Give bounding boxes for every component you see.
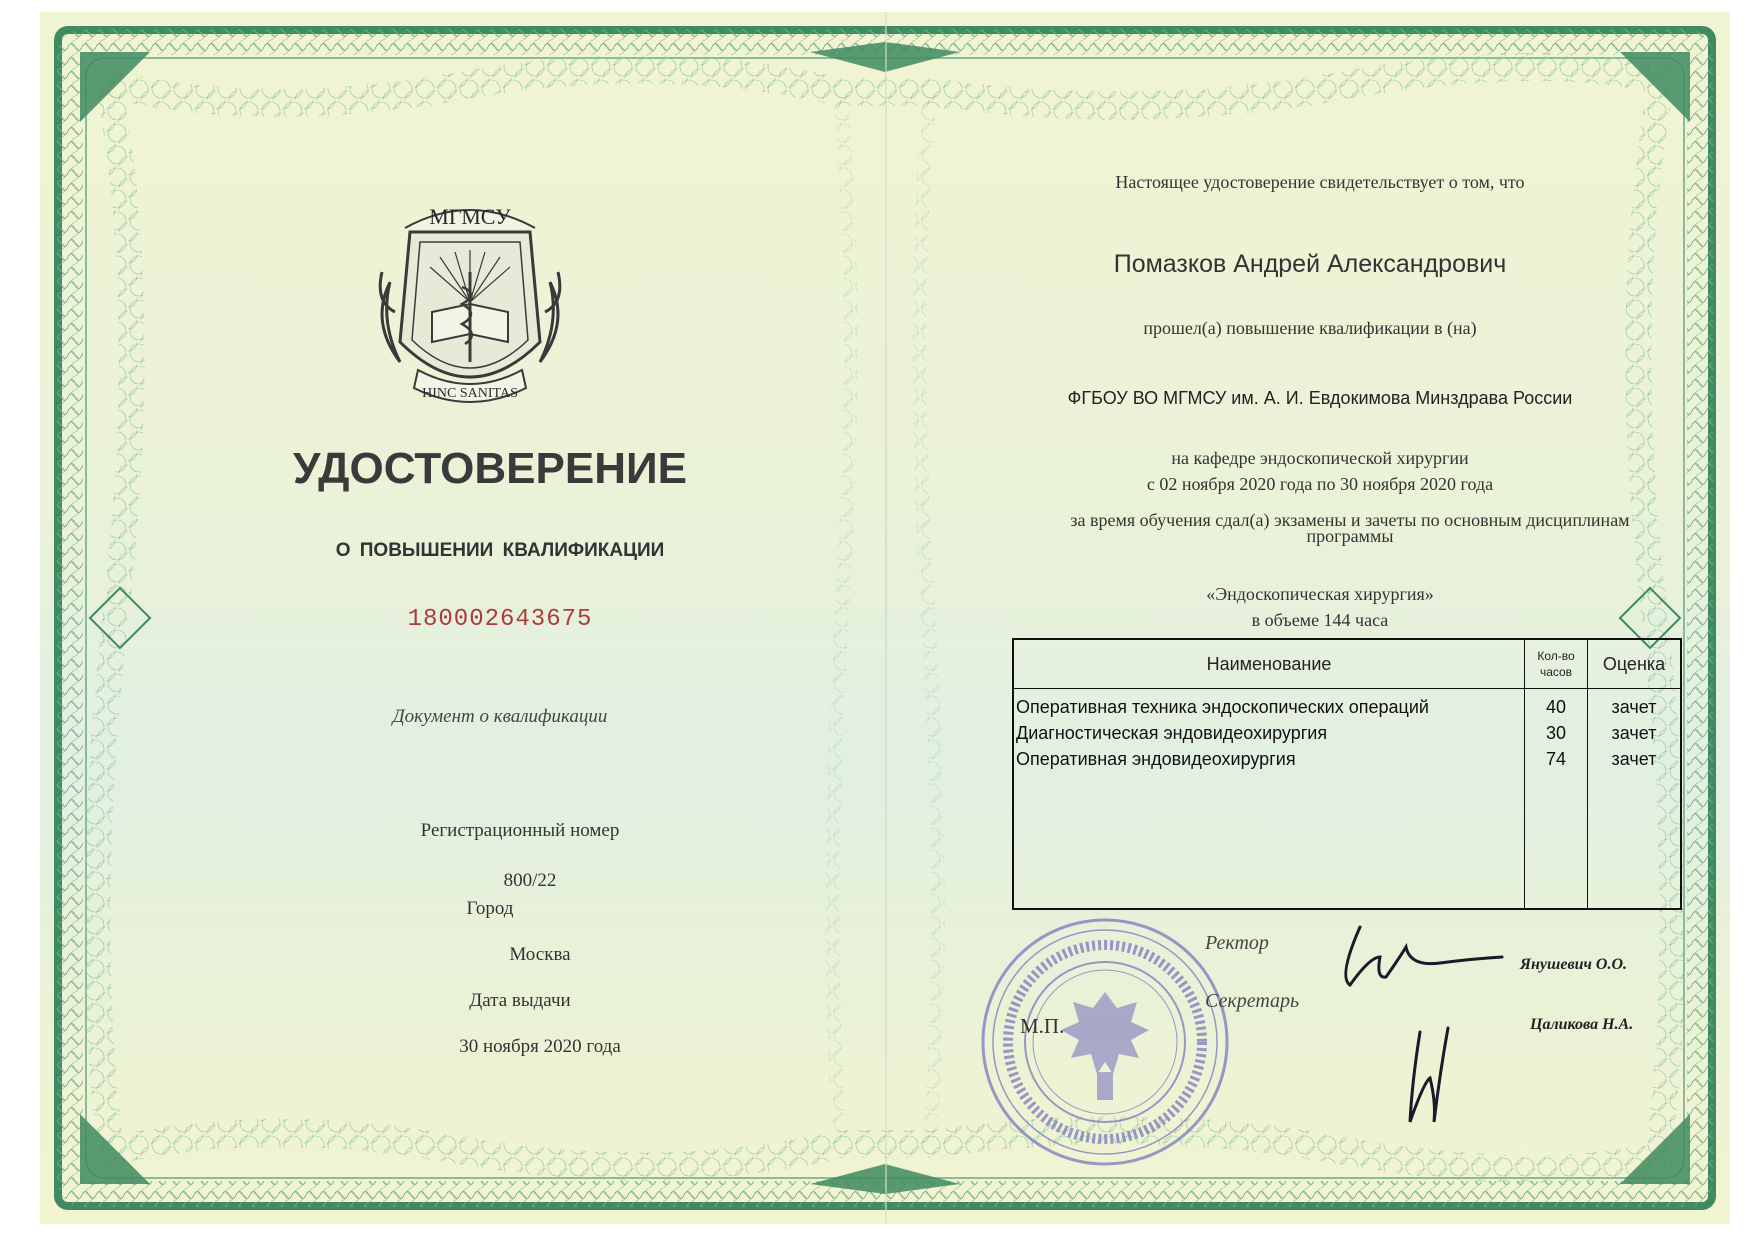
table-row [1013,689,1681,724]
discipline-hours: 74 [1525,749,1588,775]
issue-date-label: Дата выдачи [469,990,571,1011]
serial-number: 180002643675 [407,606,593,633]
table-row [1013,723,1681,749]
disciplines-table [1012,638,1682,910]
discipline-name: Оперативная техника эндоскопических операций [1013,689,1525,724]
program-volume: в объеме 144 часа [1251,610,1389,630]
city: Москва [509,944,571,965]
reg-number: 800/22 [503,870,557,891]
organization: ФГБОУ ВО МГМСУ им. А. И. Евдокимова Минздрава России [1067,388,1573,408]
passed-text: прошел(а) повышение квалификации в (на) [1143,318,1477,338]
exams-line-1: за время обучения сдал(а) экзамены и зачеты по основным дисциплинам [1070,510,1630,530]
exams-line-2: программы [1306,526,1394,546]
discipline-hours: 40 [1525,689,1588,724]
rector-name: Янушевич О.О. [1520,956,1627,973]
header-name: Наименование [1013,639,1525,689]
program-name: «Эндоскопическая хирургия» [1206,584,1434,604]
table-row [1013,749,1681,775]
university-emblem [370,192,570,432]
reg-number-label: Регистрационный номер [420,820,620,841]
stamp-place-mark: М.П. [1020,1014,1065,1038]
discipline-name: Оперативная эндовидеохирургия [1013,749,1525,775]
issue-date: 30 ноября 2020 года [459,1036,621,1057]
header-grade: Оценка [1588,639,1682,689]
holder-name: Помазков Андрей Александрович [1113,250,1507,278]
intro-text: Настоящее удостоверение свидетельствует о том, что [1115,172,1525,192]
document-type: Документ о квалификации [392,706,608,727]
discipline-name: Диагностическая эндовидеохирургия [1013,723,1525,749]
header-hours-line-1: Кол-во [1537,649,1575,663]
header-hours [1525,639,1588,689]
discipline-grade: зачет [1588,749,1682,775]
rector-label: Ректор [1205,932,1269,954]
emblem-bottom-text: HINC SANITAS [422,386,518,401]
table-filler-row [1013,775,1681,909]
official-stamp [975,912,1235,1172]
discipline-hours: 30 [1525,723,1588,749]
rector-signature [1330,917,1510,997]
secretary-name: Цаликова Н.А. [1530,1016,1634,1033]
header-hours-line-2: часов [1539,665,1573,679]
city-label: Город [466,898,514,919]
discipline-grade: зачет [1588,689,1682,724]
study-period: с 02 ноября 2020 года по 30 ноября 2020 года [1146,474,1494,494]
table-header-row [1013,639,1681,689]
secretary-signature [1390,1022,1470,1132]
document-title: УДОСТОВЕРЕНИЕ [293,444,687,493]
department: на кафедре эндоскопической хирургии [1171,448,1469,468]
exams-text [1000,512,1700,544]
discipline-grade: зачет [1588,723,1682,749]
certificate-spread [40,12,1730,1224]
emblem-top-text: МГМСУ [429,204,511,229]
page-fold [885,12,887,1224]
secretary-label: Секретарь [1205,990,1300,1012]
document-subtitle: О ПОВЫШЕНИИ КВАЛИФИКАЦИИ [335,540,665,561]
